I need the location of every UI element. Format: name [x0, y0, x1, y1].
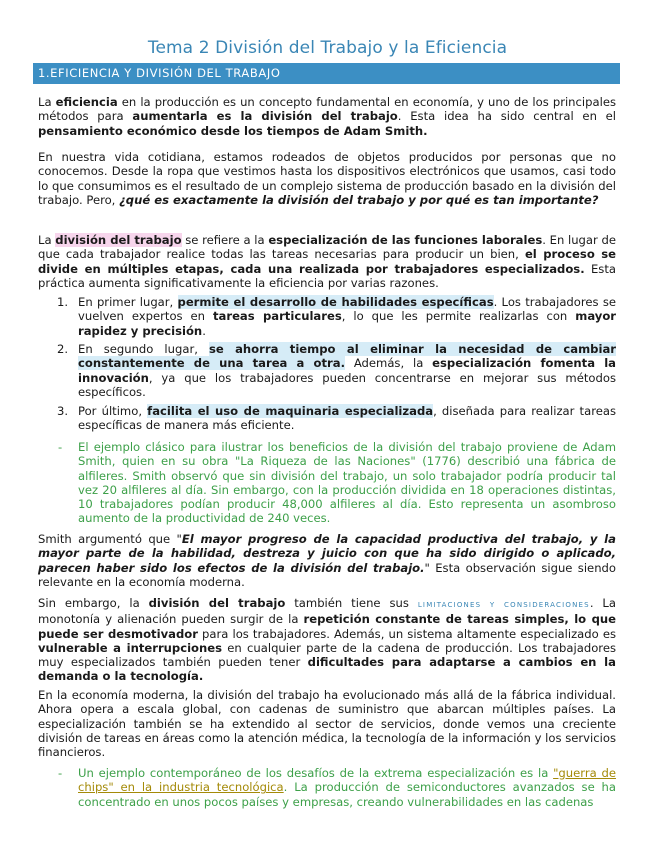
section-heading: 1.EFICIENCIA Y DIVISIÓN DEL TRABAJO: [33, 63, 620, 84]
list-number: 3.: [57, 404, 69, 418]
document-title: Tema 2 División del Trabajo y la Eficiencia: [147, 38, 508, 58]
list-item-machinery: Por último, facilita el uso de maquinaria especializada, diseñada para realizar tareas específicas de manera más eficiente.: [78, 404, 616, 433]
list-item-time-saving: En segundo lugar, se ahorra tiempo al eliminar la necesidad de cambiar constantemente de una tarea a otra. Además, la especialización fomenta la innovación, ya que los trabajadores pueden concentrarse en mejorar sus métodos específicos.: [78, 342, 617, 399]
note-chip-war-example: Un ejemplo contemporáneo de los desafíos de la extrema especialización es la "guerra de chips" en la industria tecnológica. La producción de semiconductores avanzados se ha concentrado en unos pocos países y empresas, creando vulnerabilidades en las cadenas: [78, 766, 617, 809]
paragraph-modern-economy: En la economía moderna, la división del trabajo ha evolucionado más allá de la fábrica individual. Ahora opera a escala global, con cadenas de suministro que abarcan múltiples países. La especialización también se ha extendido al sector de servicios, donde vemos una creciente división de tareas en áreas como la atención médica, la tecnología de la información y los servicios financieros.: [38, 688, 616, 760]
paragraph-limitations: Sin embargo, la división del trabajo también tiene sus LIMITACIONES Y CONSIDERACIONES. La monotonía y alienación pueden surgir de la repetición constante de tareas simples, lo que puede ser desmotivador para los trabajadores. Además, un sistema altamente especializado es vulnerable a interrupciones en cualquier parte de la cadena de producción. Los trabajadores muy especializados también pueden tener dificultades para adaptarse a cambios en la demanda o la tecnología.: [38, 596, 617, 684]
list-item-skills: En primer lugar, permite el desarrollo de habilidades específicas. Los trabajadores se vuelven expertos en tareas particulares, lo que les permite realizarlas con mayor rapidez y precisión.: [78, 295, 617, 338]
paragraph-everyday-life: En nuestra vida cotidiana, estamos rodeados de objetos producidos por personas que no conocemos. Desde la ropa que vestimos hasta los dispositivos electrónicos que usamos, casi todo lo que consumimos es el resultado de un complejo sistema de producción basado en la división del trabajo. Pero, ¿qué es exactamente la división del trabajo y por qué es tan importante?: [38, 150, 616, 207]
list-dash: -: [58, 440, 63, 454]
paragraph-definition: La división del trabajo se refiere a la especialización de las funciones laborales. En lugar de que cada trabajador realice todas las tareas necesarias para producir un bien, el proceso se divide en múltiples etapas, cada una realizada por trabajadores especializados. Esta práctica aumenta significativamente la eficiencia por varias razones.: [38, 233, 617, 290]
list-number: 1.: [57, 295, 69, 309]
list-dash: -: [58, 766, 63, 780]
paragraph-smith-quote: Smith argumentó que "El mayor progreso de la capacidad productiva del trabajo, y la mayor parte de la habilidad, destreza y juicio con que ha sido dirigido o aplicado, parecen haber sido los efectos de la división del trabajo." Esta observación sigue siendo relevante en la economía moderna.: [38, 532, 616, 589]
chip-war-link[interactable]: "guerra de chips" en la industria tecnológica: [78, 766, 616, 795]
note-adam-smith-example: El ejemplo clásico para ilustrar los beneficios de la división del trabajo proviene de Adam Smith, quien en su obra "La Riqueza de las Naciones" (1776) describió una fábrica de alfileres. Smith observó que sin división del trabajo, un solo trabajador podría producir tal vez 20 alfileres al día. Sin embargo, con la producción dividida en 18 operaciones distintas, 10 trabajadores podían producir 48,000 alfileres al día. Esto representa un asombroso aumento de la productividad de 240 veces.: [78, 440, 616, 526]
list-number: 2.: [57, 342, 69, 356]
paragraph-intro: La eficiencia en la producción es un concepto fundamental en economía, y uno de los principales métodos para aumentarla es la división del trabajo. Esta idea ha sido central en el pensamiento económico desde los tiempos de Adam Smith.: [38, 95, 617, 138]
